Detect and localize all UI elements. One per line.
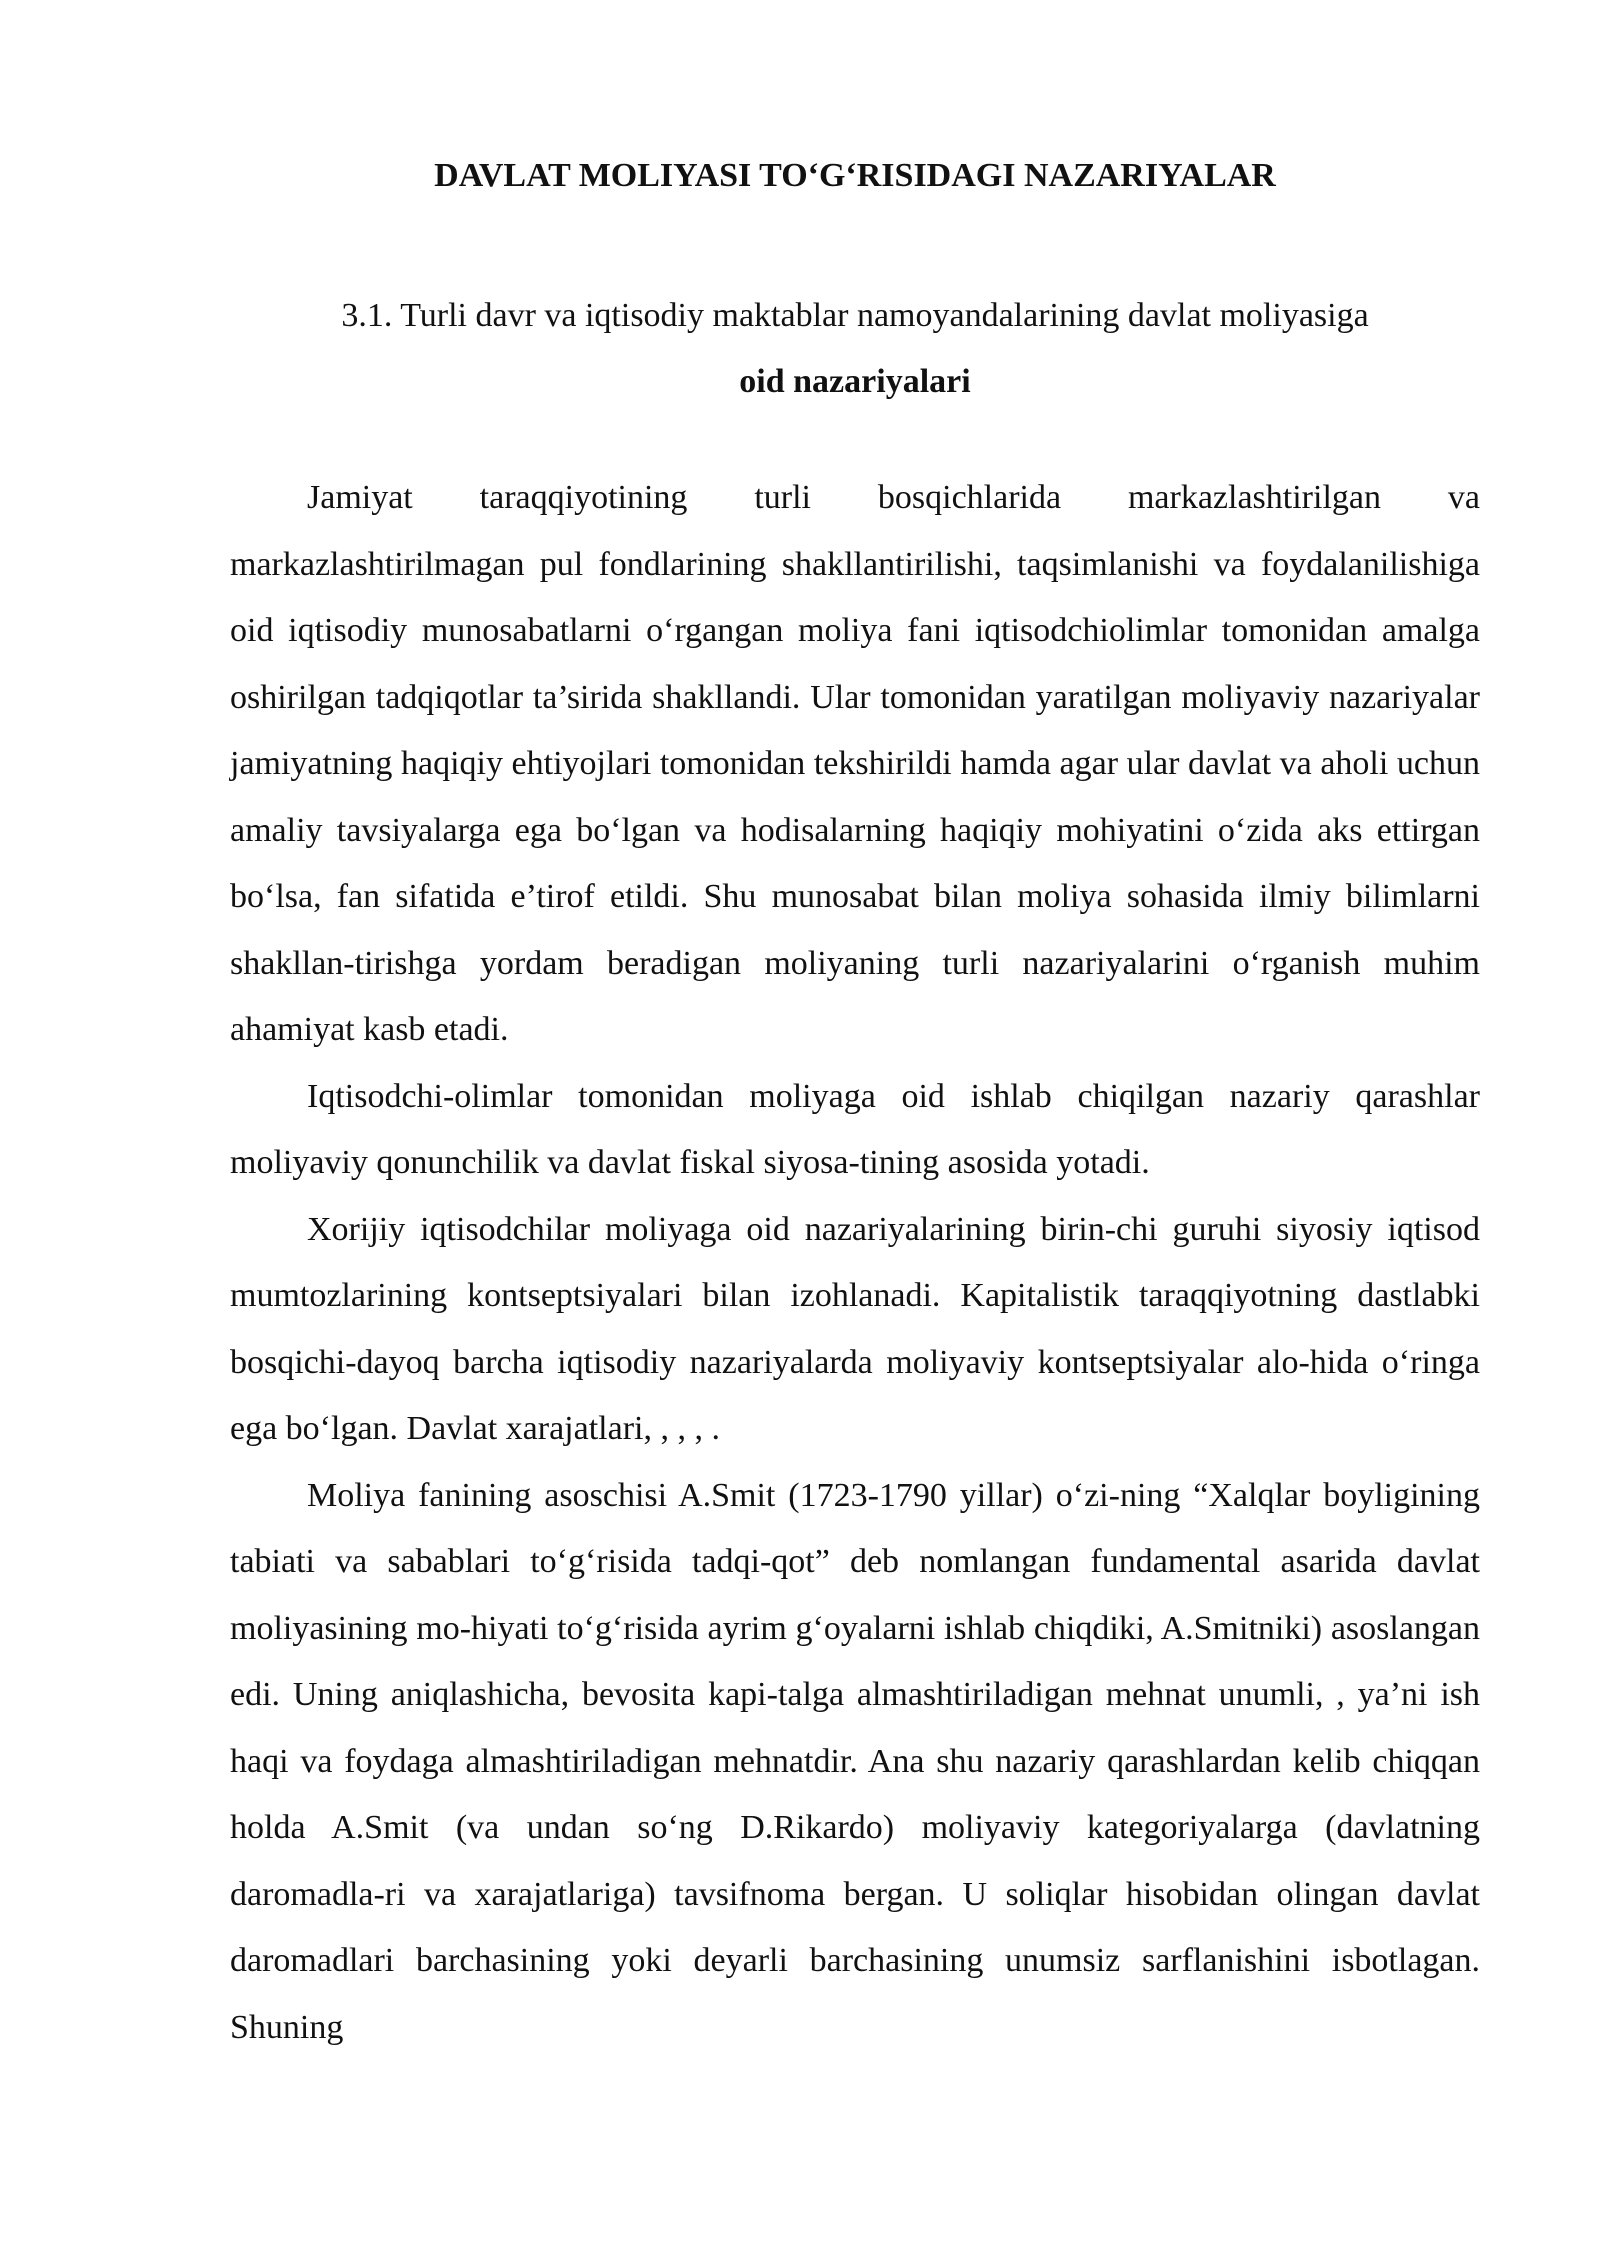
page-title: DAVLAT MOLIYASI TO‘G‘RISIDAGI NAZARIYALAR bbox=[434, 157, 1276, 194]
section-heading-line2: oid nazariyalari bbox=[739, 363, 971, 400]
paragraph-3: Xorijiy iqtisodchilar moliyaga oid nazariyalarining birin-chi guruhi siyosiy iqtisod mumtozlarining kontseptsiyalari bilan izohlanadi. Kapitalistik taraqqiyotning dastlabki bosqichi-dayoq barcha iqtisodiy nazariyalarda moliyaviy kontseptsiyalar alo-hida o‘ringa ega bo‘lgan. Davlat xarajatlari, , , , . bbox=[230, 1210, 1480, 1447]
paragraph-4: Moliya fanining asoschisi A.Smit (1723-1790 yillar) o‘zi-ning “Xalqlar boyligining tabiati va sabablari to‘g‘risida tadqi-qot” deb nomlangan fundamental asarida davlat moliyasining mo-hiyati to‘g‘risida ayrim g‘oyalarni ishlab chiqdiki, A.Smitniki) asoslangan edi. Uning aniqlashicha, bevosita kapi-talga almashtiriladigan mehnat unumli, , ya’ni ish haqi va foydaga almashtiriladigan mehnatdir. Ana shu nazariy qarashlardan kelib chiqqan holda A.Smit (va undan so‘ng D.Rikardo) moliyaviy kategoriyalarga (davlatning daromadla-ri va xarajatlariga) tavsifnoma bergan. U soliqlar hisobidan olingan davlat daromadlari barchasining yoki deyarli barchasining unumsiz sarflanishini isbotlagan. Shuning bbox=[230, 1476, 1480, 2046]
body-text bbox=[230, 465, 1480, 2061]
section-heading-line1: 3.1. Turli davr va iqtisodiy maktablar namoyandalarining davlat moliyasiga bbox=[341, 297, 1369, 334]
section-heading bbox=[230, 283, 1480, 415]
paragraph-2: Iqtisodchi-olimlar tomonidan moliyaga oid ishlab chiqilgan nazariy qarashlar moliyaviy qonunchilik va davlat fiskal siyosa-tining asosida yotadi. bbox=[230, 1077, 1480, 1181]
paragraph-1: Jamiyat taraqqiyotining turli bosqichlarida markazlashtirilgan va markazlashtirilmagan pul fondlarining shakllantirilishi, taqsimlanishi va foydalanilishiga oid iqtisodiy munosabatlarni o‘rgangan moliya fani iqtisodchiolimlar tomonidan amalga oshirilgan tadqiqotlar ta’sirida shakllandi. Ular tomonidan yaratilgan moliyaviy nazariyalar jamiyatning haqiqiy ehtiyojlari tomonidan tekshirildi hamda agar ular davlat va aholi uchun amaliy tavsiyalarga ega bo‘lgan va hodisalarning haqiqiy mohiyatini o‘zida aks ettirgan bo‘lsa, fan sifatida e’tirof etildi. Shu munosabat bilan moliya sohasida ilmiy bilimlarni shakllan-tirishga yordam beradigan moliyaning turli nazariyalarini o‘rganish muhim ahamiyat kasb etadi. bbox=[230, 479, 1480, 1048]
